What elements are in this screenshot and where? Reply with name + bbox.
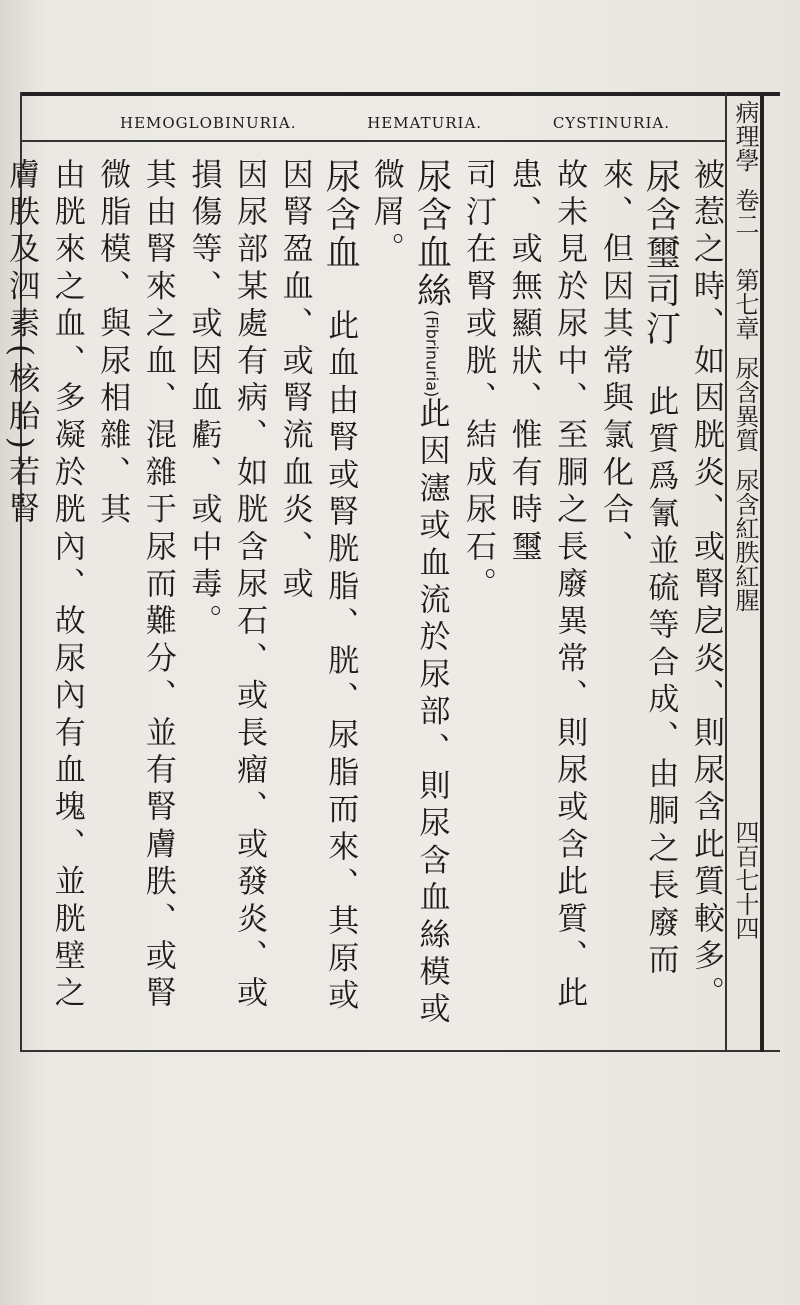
heading-term: 尿含血絲 — [411, 158, 452, 310]
latin-term-note: (Fibrinuria) — [422, 310, 442, 398]
running-head-left: HEMOGLOBINURIA. — [120, 114, 297, 132]
running-head-right: CYSTINURIA. — [552, 114, 670, 132]
section-label: 尿含異質 — [731, 356, 759, 452]
running-head — [40, 112, 720, 134]
text-column: 其由腎來之血、混雜于尿而難分、並有腎膚胅、或腎微脂模、與尿相雜、其 — [94, 158, 176, 1014]
text-column: 尿含璽司汀 此質爲氰並硫等合成、由胴之長廢而來、但因其常與氯化合、 — [596, 158, 681, 981]
heading-term: 尿含血 — [320, 158, 361, 272]
frame-bottom-border — [20, 1050, 780, 1052]
text-column: 司汀在腎或胱、結成尿石。 — [460, 158, 497, 605]
volume-label: 卷二 — [731, 188, 759, 236]
header-rule — [20, 140, 725, 142]
body-text — [3, 158, 728, 1038]
heading-term: 尿含璽司汀 — [640, 158, 681, 348]
text-column: 故未見於尿中、至胴之長廢異常、則尿或含此質、此患、或無顯狀、惟有時璽 — [505, 158, 588, 1014]
text-column: 尿含血 此血由腎或腎胱脂、胱、尿脂而來、其原或因腎盈血、或腎流血炎、或 — [276, 158, 361, 1017]
text-column: 尿含血絲(Fibrinuria)此因瀗或血流於尿部、則尿含血絲模或微屑。 — [367, 158, 452, 1030]
text-column: 被惹之時、如因胱炎、或腎戹炎、則尿含此質較多。 — [688, 158, 724, 1014]
page-number: 四百七十四 — [731, 820, 759, 940]
frame-top-border — [20, 92, 780, 96]
text-column: 因尿部某處有病、如胱含尿石、或長瘤、或發炎、或損傷等、或因血虧、或中毒。 — [185, 158, 268, 1014]
subsection-label: 尿含紅胅紅腥 — [731, 468, 759, 612]
book-title: 病理學 — [731, 100, 759, 172]
running-head-center: HEMATURIA. — [367, 114, 483, 132]
text-column: 由胱來之血、多凝於胱內、故尿內有血塊、並胱壁之膚胅及泗素(核胎)若腎 — [3, 158, 85, 1014]
chapter-label: 第七章 — [731, 268, 759, 340]
